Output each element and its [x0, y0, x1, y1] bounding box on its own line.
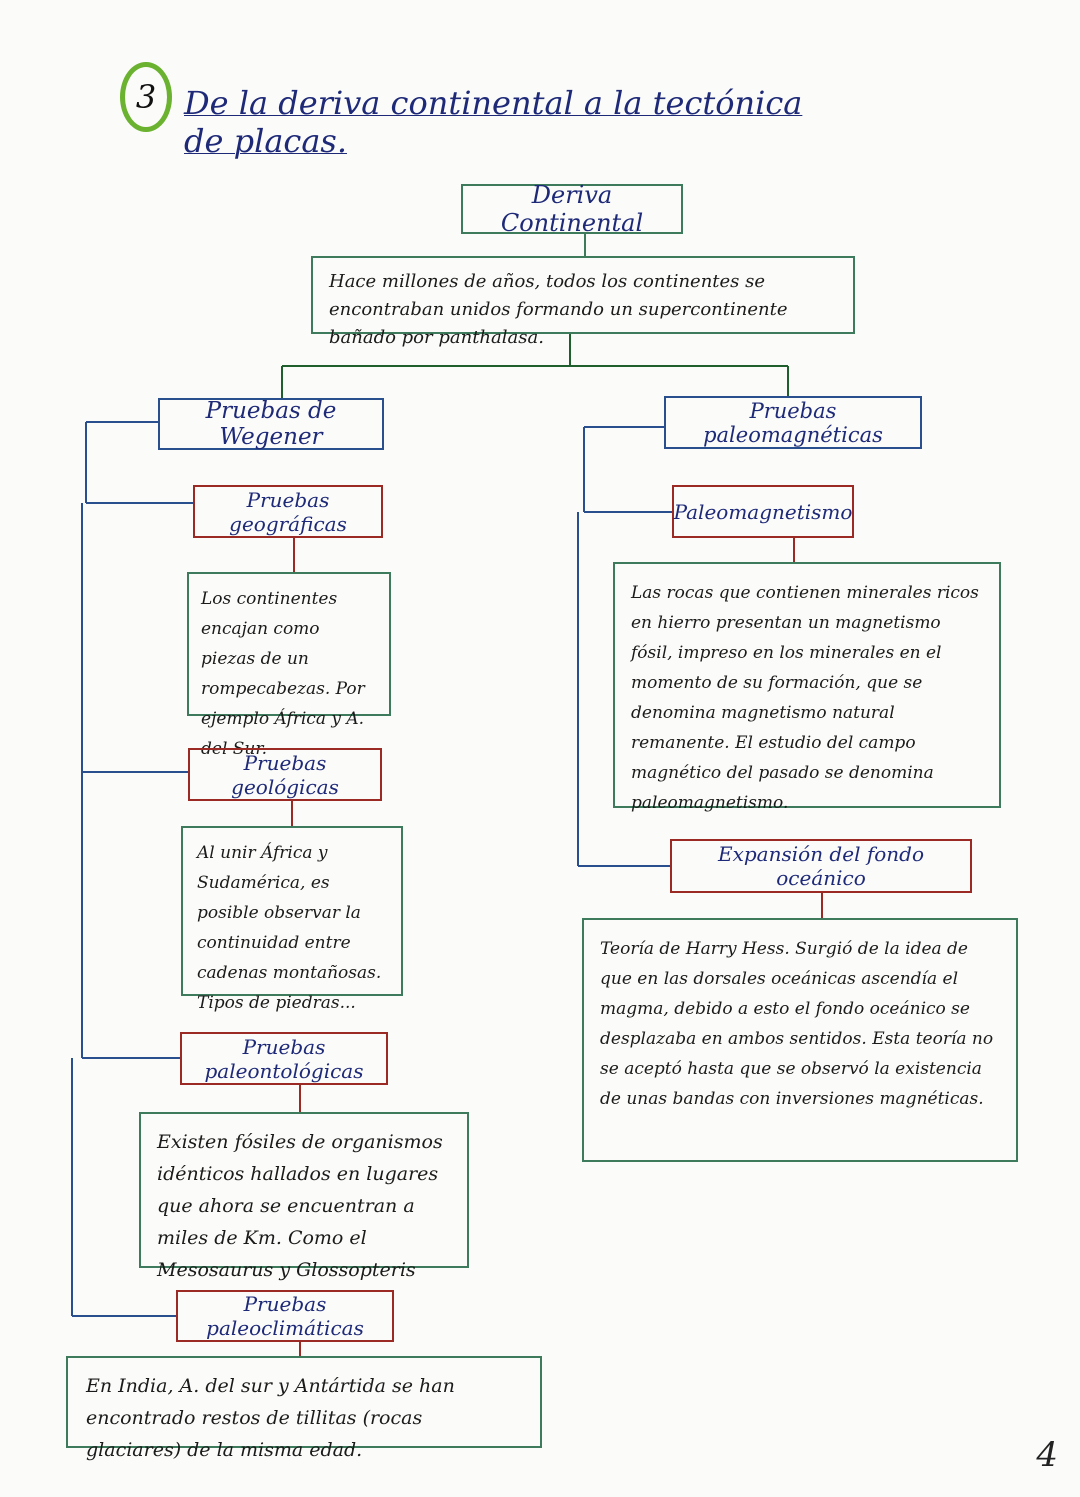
right-item-0-text: Las rocas que contienen minerales ricos en hierro presentan un magnetismo fósil, impreso en los minerales en el momento de su formación, que se denomina magnetismo natural remanente. El estudio del campo magnético del pasado se denomina paleomagnetismo. — [613, 562, 1001, 808]
root-label: Deriva Continental — [500, 181, 644, 237]
section-number: 3 — [120, 62, 172, 132]
left-item-3-text: En India, A. del sur y Antártida se han encontrado restos de tillitas (rocas glaciares) de la misma edad. — [66, 1356, 542, 1448]
left-item-2-label: Pruebas paleontológicas — [180, 1032, 388, 1085]
left-item-0-text: Los continentes encajan como piezas de un rompecabezas. Por ejemplo África y A. del Sur. — [187, 572, 391, 716]
left-branch-node: Pruebas de Wegener — [158, 398, 384, 450]
right-item-0-label: Paleomagnetismo — [672, 485, 854, 538]
left-item-3-label: Pruebas paleoclimáticas — [176, 1290, 394, 1342]
left-item-1-label: Pruebas geológicas — [188, 748, 382, 801]
page-number: 4 — [1036, 1435, 1058, 1475]
root-description: Hace millones de años, todos los continentes se encontraban unidos formando un supercontinente bañado por panthalasa. — [311, 256, 855, 334]
left-item-0-label: Pruebas geográficas — [193, 485, 383, 538]
right-item-1-label: Expansión del fondo oceánico — [670, 839, 972, 893]
section-title — [120, 62, 820, 160]
right-branch-node: Pruebas paleomagnéticas — [664, 396, 922, 449]
left-item-1-text: Al unir África y Sudamérica, es posible observar la continuidad entre cadenas montañosas. Tipos de piedras... — [181, 826, 403, 996]
right-item-1-text: Teoría de Harry Hess. Surgió de la idea de que en las dorsales oceánicas ascendía el magma, debido a esto el fondo oceánico se desplazaba en ambos sentidos. Esta teoría no se aceptó hasta que se observó la existencia de unas bandas con inversiones magnéticas. — [582, 918, 1018, 1162]
root-node — [461, 181, 683, 237]
section-title-text: De la deriva continental a la tectónica de placas. — [184, 84, 803, 160]
left-item-2-text: Existen fósiles de organismos idénticos hallados en lugares que ahora se encuentran a miles de Km. Como el Mesosaurus y Glossopteris — [139, 1112, 469, 1268]
